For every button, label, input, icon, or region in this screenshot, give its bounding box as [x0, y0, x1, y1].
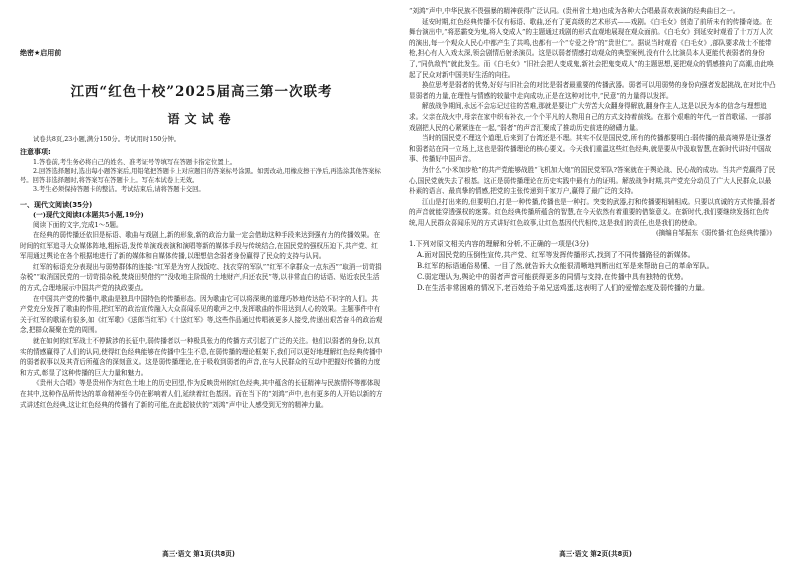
- notice-item: 2.回答选择题时,选出每小题答案后,用铅笔把答题卡上对应题目的答案标号涂黑。如需改动,用橡皮擦干净后,再选涂其他答案标号。回答非选择题时,将答案写在答题卡上。写在本试卷上无效。: [20, 168, 381, 184]
- question-option: B.红军的标语通俗易懂、一目了然,就告诉大众能很清晰地判断出红军是来帮助自己的革命军队。: [417, 262, 714, 271]
- exam-meta: 试卷共8页,23小题,满分150分。考试用时150分钟。: [33, 136, 181, 143]
- sub-heading: (一)现代文阅读Ⅰ(本题共5小题,19分): [33, 211, 144, 219]
- passage-paragraph: 红军的标语充分表现出与弱势群体的连接:“红军是为穷人找饭吃、找衣穿的军队”“红军不拿群众一点东西”“取消一切苛捐杂税”“取消国民党的一切苛捐杂税,焚烧田契借约”“没收地主阶级的土地财产,归还农民”等,以非常直白的话语、贴近农民生活的方式,合理地展示中国共产党的执政要点。: [20, 262, 382, 292]
- notice-item: 1.答卷前,考生务必将自己的姓名、准考证号等填写在答题卡指定位置上。: [33, 159, 237, 166]
- passage-paragraph: 就在如何的红军战士不停跋涉的长征中,弱传播者以一种极具张力的传播方式引起了广泛的关注。他们以弱者的身份,以真实的情感赢得了人们的认同,使得红色经典能够在传播中生生不息,在弱传播的理论框架下,我们可以更好地理解红色经典传播中的弱者叙事以及其背后所蕴含的深刻意义。这是弱传播理论,在于吸收到弱者的声音,在与人民群众的互动中把握好传播的力度和方式,彰显了这种传播的巨大力量和魅力。: [20, 336, 383, 377]
- instruction: 阅读下面的文字,完成1～5题。: [33, 221, 123, 229]
- page-footer: 高三·语文 第1页(共8页): [162, 550, 235, 558]
- passage-paragraph: 江山是打出来的,但要明白,打是一种传播,传播也是一种打。突变的武器,打和传播要相辅相成。只要以真诚的方式传播,弱者的声音就能穿透强权的迷雾。红色经典传播所蕴含的智慧,在今天依然有着重要的借鉴意义。在新时代,我们要继续发扬红色传统,用人民群众喜闻乐见的方式讲好红色故事,让红色基因代代相传,这是我们的责任,也是我们的使命。: [409, 197, 776, 227]
- question-option: A.面对国民党的压倒性宣传,共产党、红军等发挥传播形式,找到了不同传播路径的新媒体。: [417, 251, 695, 260]
- passage-paragraph: 为什么“小米加步枪”的共产党能够战胜“飞机加大炮”的国民党军队?答案就在于舆论战、民心战的成功。当共产党赢得了民心,国民党就失去了根基。这正是弱传播理论在历史实践中最有力的证明。解放战争时期,共产党充分动员了广大人民群众,以最朴素的语言、最真挚的情感,把党的主张传递到千家万户,赢得了最广泛的支持。: [409, 165, 776, 196]
- question-option: D.在生活非常困难的情况下,老百姓给予弟兄送鸡蛋,这表明了人们的爱憎态度及弱传播的力量。: [417, 283, 710, 292]
- secret-label: 绝密★启用前: [20, 49, 62, 57]
- page-2: [397, 0, 794, 562]
- notice-heading: 注意事项:: [20, 148, 51, 156]
- passage-paragraph: 在经典的弱传播还依旧是标语、歌曲与戏剧上,新的形象,新的政治力量一定会借助这种手段来达到强有力的传播效果。在时间的红军追寻大众媒体阵地,粗标语,发传单演戏表演和演唱等新的媒体手段与传统结合,在国民党的强权压迫下,共产党、红军用通过舆论在各个根据地进行了新的媒体和自媒体传播,以理想信念弱者身份赢得了民众的支持与认同。: [20, 231, 381, 261]
- passage-paragraph: 换位思考是弱者的优势,好好与旧社会的对比是弱者最重要的传播武器。弱者可以用弱势的身份向强者发起挑战,在对比中凸显弱者的力量,在理性与情感的较量中走向成功,正是在这种对比中,“民意”的力量得以发挥。: [409, 81, 776, 100]
- question-stem: 1.下列对原文相关内容的理解和分析,不正确的一项是(3分): [409, 240, 589, 249]
- passage-paragraph: 《贵州大合唱》等是贵州作为红色土地上的历史回望,作为反映贵州的红色经典,其中蕴含的长征精神与民族情怀等都体现在其中,这种作品所传达的革命精神至今仍在影响着人们,延续着红色基因。而在当下的“刘鸿”声中,也有更多的人开始以新的方式讲述红色经典,这让红色经典的传播有了新的可能,在此起彼伏的“刘鸿”声中让人感受到无穷的精神力量。: [20, 379, 383, 409]
- exam-title: 江西“红色十校”2025届高三第一次联考: [70, 84, 333, 100]
- subject-title: 语文试卷: [167, 112, 236, 126]
- notice-item: 3.考生必须保持答题卡的整洁。考试结束后,请将答题卡交回。: [33, 186, 205, 193]
- source-citation: (摘编自邹振东《弱传播·红色经典传播》): [655, 229, 772, 238]
- section-heading: 一、现代文阅读(35分): [20, 201, 93, 209]
- question-option: C.弱定理认为,舆论中的弱者声音可能获得更多的同情与支持,在传播中具有独特的优势。: [417, 272, 688, 281]
- passage-paragraph: 延安时期,红色经典传播不仅有标语、歌曲,还有了更高级的艺术形式——戏剧。《白毛女》创造了前所未有的传播奇迹。在舞台演出中,“将恶霸变为鬼,将人变成人”的主题通过戏剧的形式直观地展现在观众面前。《白毛女》到延安时观看了十万万人次的演出,每一个观众人民心中都产生了共鸣,也都有一个“专爱之伶”的“贵世仁”。据说当时观看《白毛女》,部队要求战士不能带枪,担心有人入戏太深,领会剧情后射杀演员。这是以弱者情感打动观众的典型案例,没有什么比演员本人更能代表弱者的身份了,“同仇敌忾”就此发生。而《白毛女》“旧社会把人变成鬼,新社会把鬼变成人”的主题思想,更把观众的情感推向了高潮,由此唤起了民众对新中国美好生活的向往。: [409, 17, 774, 79]
- passage-paragraph: 在中国共产党的传播中,歌曲是独具中国特色的传播形态。因为歌曲它可以将深奥的道理巧妙地传达给不识字的人们。共产党充分发挥了歌曲的作用,把红军的政治宣传融入大众喜闻乐见的歌声之中,发挥歌曲的作用达到人心的效果。主题事件中有关于红军的歌谣有很多,如《红军歌》《送郎当红军》《十送红军》等,这些作品通过传唱被更多人接受,传递出艰苦奋斗的政治观念,把群众凝聚在党的周围。: [20, 294, 383, 335]
- passage-paragraph: 解放战争期间,永远不会忘记过往的苦难,那就是要让广大劳苦大众翻身得解放,翻身作主人,这是以民为本的信念与理想追求。父亲在战火中,母亲在家中织布补衣,一个个平凡的人物用自己的方式支持着前线。在那个艰难的年代,一首首歌谣、一部部戏剧把人民的心紧紧连在一起,“弱者”的声音汇聚成了推动历史前进的磅礴力量。: [409, 102, 772, 132]
- passage-paragraph: “刘鸿”声中,中华民族不畏强暴的精神获得广泛认同。(贵州省土地)也成为各种大合唱最喜欢表演的经典曲目之一。: [409, 7, 740, 15]
- passage-paragraph: 当时的国民党不理这个道理,后来到了台湾还是不理。其实不仅是国民党,所有的传播都要明白:弱传播的最高境界是让强者和弱者站在同一立场上,这也是弱传播理论的核心要义。今天我们重温这些红色经典,就是要从中汲取智慧,在新时代讲好中国故事、传播好中国声音。: [409, 134, 772, 164]
- page-footer: 高三·语文 第2页(共8页): [559, 550, 632, 558]
